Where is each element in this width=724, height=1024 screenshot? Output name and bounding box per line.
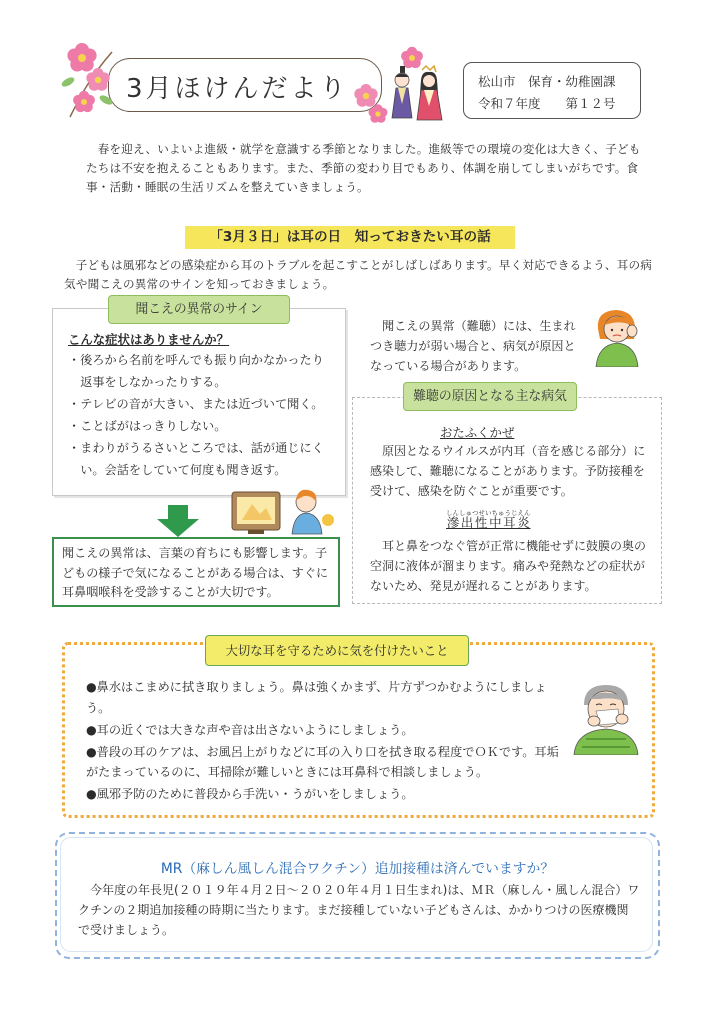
flower-cluster-left-icon xyxy=(60,42,122,120)
intro-paragraph: 春を迎え、いよいよ進級・就学を意識する季節となりました。進級等での環境の変化は大きく、子どもたちは不安を抱えることもあります。また、季節の変わり目でもあり、体調を崩してしまいがちです。食事・活動・睡眠の生活リズムを整えていきましょう。 xyxy=(86,142,641,194)
flower-icon xyxy=(86,68,109,91)
flower-icon xyxy=(369,104,388,123)
girl-touching-ear-illustration xyxy=(588,305,646,367)
hearing-loss-intro: 聞こえの異常（難聴）には、生まれつき聴力が弱い場合と、病気が原因となっている場合があります。 xyxy=(370,319,576,373)
list-item: ・後ろから名前を呼んでも振り向かなかったり返事をしなかったりする。 xyxy=(68,353,324,389)
child-blowing-nose-illustration xyxy=(566,677,646,755)
issuer-box xyxy=(463,62,641,119)
ear-care-list xyxy=(86,677,646,806)
flower-icon xyxy=(67,43,96,72)
child-watching-tv-illustration xyxy=(228,484,336,536)
list-item: ・テレビの音が大きい、または近づいて聞く。 xyxy=(68,397,324,411)
disease-name-otitis-media xyxy=(446,509,531,531)
hina-dolls-illustration xyxy=(352,44,448,126)
list-item: ・まわりがうるさいところでは、話が通じにくい。会話をしていて何度も聞き返す。 xyxy=(68,441,324,477)
disease-text-mumps: 原因となるウイルスが内耳（音を感じる部分）に感染して、難聴になることがあります。予防接種を受けて、感染を防ぐことが重要です。 xyxy=(370,444,646,498)
hearing-note-box: 聞こえの異常は、言葉の育ちにも影響します。子どもの様子で気になることがある場合は、すぐに耳鼻咽喉科を受診することが大切です。 xyxy=(52,537,340,607)
disease-name-mumps: おたふくかぜ xyxy=(440,425,515,440)
flower-icon xyxy=(73,91,95,112)
odairisama-doll-icon xyxy=(392,66,412,118)
arrow-down-icon xyxy=(155,505,201,537)
hearing-signs-heading: 聞こえの異常のサイン xyxy=(108,295,290,324)
issue-number: 令和７年度 第１２号 xyxy=(478,96,616,111)
child-icon xyxy=(292,490,334,534)
flower-icon xyxy=(401,47,423,68)
list-item: ●耳の近くでは大きな声や音は出さないようにしましょう。 xyxy=(86,722,414,737)
ohinasama-doll-icon xyxy=(417,66,442,120)
issuer-org: 松山市 保育・幼稚園課 xyxy=(478,74,616,89)
hearing-loss-causes-heading: 難聴の原因となる主な病気 xyxy=(403,382,577,411)
disease-name-otitis-media-text: 滲出性中耳炎 xyxy=(446,515,531,530)
flower-icon xyxy=(354,84,377,107)
ear-care-heading: 大切な耳を守るために気を付けたいこと xyxy=(205,635,469,666)
disease-text-otitis-media: 耳と鼻をつなぐ管が正常に機能せずに鼓膜の奥の空洞に液体が溜まります。痛みや発熱などの症状がないため、発見が遅れることがあります。 xyxy=(370,539,647,593)
disease-name-ruby: しんしゅつせいちゅうじえん xyxy=(446,509,531,517)
tv-icon xyxy=(232,492,280,534)
page-title: 3月ほけんだより xyxy=(126,74,349,104)
ear-day-lead: 子どもは風邪などの感染症から耳のトラブルを起こすことがしばしばあります。早く対応できるよう、耳の病気や聞こえの異常のサインを知っておきましょう。 xyxy=(64,258,653,291)
list-item: ●普段の耳のケアは、お風呂上がりなどに耳の入り口を拭き取る程度でＯＫです。耳垢がたまっているのに、耳掃除が難しいときには耳鼻科で相談しましょう。 xyxy=(86,744,559,779)
mr-vaccine-heading: MR（麻しん風しん混合ワクチン）追加接種は済んでいますか？ xyxy=(160,861,555,877)
list-item: ●鼻水はこまめに拭き取りましょう。鼻は強くかまず、片方ずつかむようにしましょう。 xyxy=(86,680,547,715)
ear-day-heading: 「3月３日」は耳の日 知っておきたい耳の話 xyxy=(185,226,515,249)
list-item: ・ことばがはっきりしない。 xyxy=(68,419,227,433)
list-item: ●風邪予防のために普段から手洗い・うがいをしましょう。 xyxy=(86,787,414,801)
symptom-list xyxy=(68,349,336,481)
symptom-question: こんな症状はありませんか？ xyxy=(68,332,230,347)
mr-vaccine-text: 今年度の年長児(２０１９年４月２日～２０２０年４月１日生まれ)は、ＭＲ（麻しん・風しん混合）ワクチンの２期追加接種の時期に当たります。まだ接種していない子どもさんは、かかりつけの医療機関で受けましょう。 xyxy=(78,883,640,937)
